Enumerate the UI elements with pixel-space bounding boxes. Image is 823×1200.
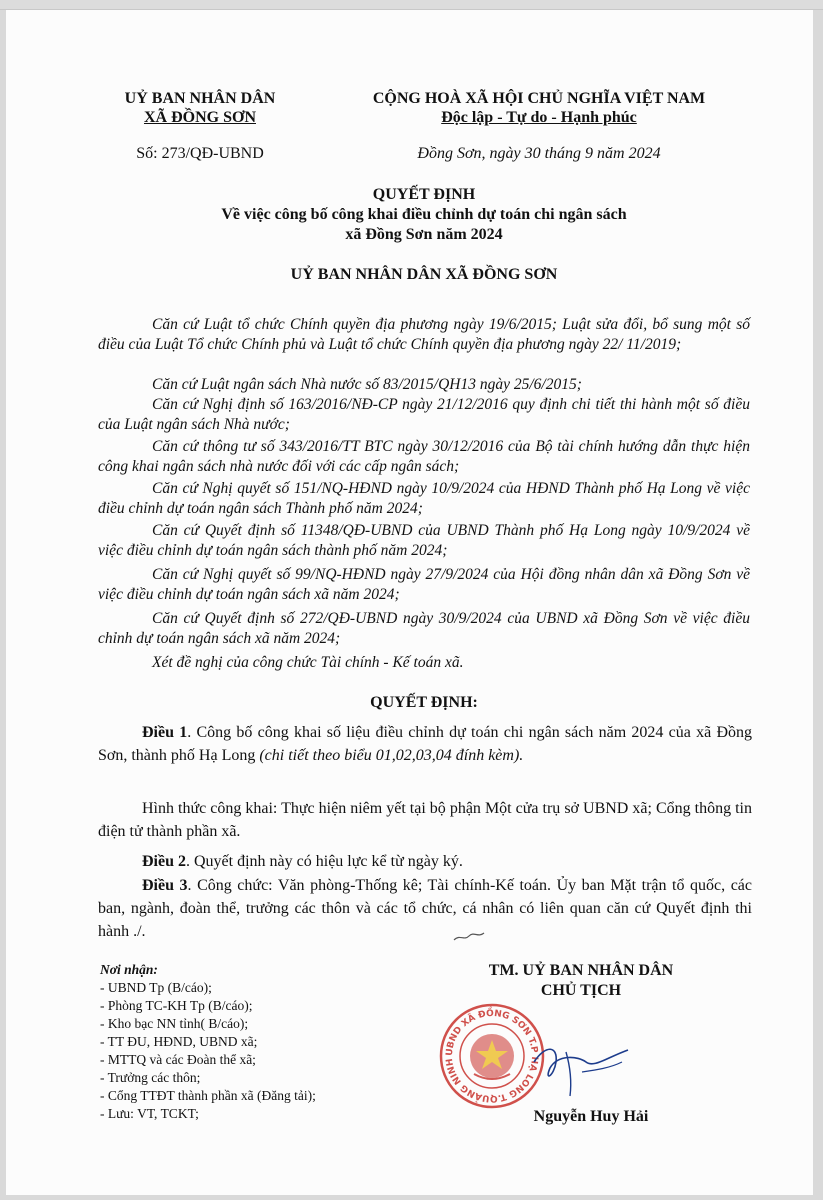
legal-basis-6 xyxy=(98,521,750,561)
place-date: Đồng Sơn, ngày 30 tháng 9 năm 2024 xyxy=(417,145,661,162)
legal-basis-2 xyxy=(98,375,750,395)
legal-basis-1-text: Căn cứ Luật tổ chức Chính quyền địa phương ngày 19/6/2015; Luật sửa đổi, bổ sung một số điều của Luật Tổ chức Chính phủ và Luật tổ chức Chính quyền địa phương ngày 22/ 11/2019; xyxy=(98,316,750,353)
legal-basis-4-text: Căn cứ thông tư số 343/2016/TT BTC ngày 30/12/2016 của Bộ tài chính hướng dẫn thực hiện công khai ngân sách nhà nước đối với các cấp ngân sách; xyxy=(98,438,750,475)
decision-title: QUYẾT ĐỊNH xyxy=(372,186,476,203)
recipients-heading: Nơi nhận: xyxy=(100,962,158,977)
legal-basis-7-text: Căn cứ Nghị quyết số 99/NQ-HĐND ngày 27/9/2024 của Hội đồng nhân dân xã Đồng Sơn về việc điều chỉnh dự toán ngân sách xã năm 2024; xyxy=(98,566,750,603)
agency-name-line1: UỶ BAN NHÂN DÂN xyxy=(124,90,276,107)
document-page xyxy=(6,10,813,1195)
article-2-label: Điều 2 xyxy=(142,853,186,870)
recipient-item: - Trưởng các thôn; xyxy=(100,1070,201,1085)
recipient-item: - Lưu: VT, TCKT; xyxy=(100,1106,199,1121)
recipient-item: - UBND Tp (B/cáo); xyxy=(100,980,212,995)
legal-basis-9 xyxy=(98,653,750,673)
initials-mark-icon xyxy=(452,931,486,943)
article-3-text: . Công chức: Văn phòng-Thống kê; Tài chính-Kế toán. Ủy ban Mặt trận tổ quốc, các ban, ngành, đoàn thể, trưởng các thôn và các tổ chức, cá nhân có liên quan căn cứ Quyết định thi hành ./. xyxy=(98,877,752,940)
seal-text: UBND XÃ ĐỒNG SƠN T.P HẠ LONG T.QUẢNG NINH xyxy=(444,1008,540,1104)
article-2 xyxy=(98,850,752,873)
national-motto-text: Độc lập - Tự do - Hạnh phúc xyxy=(441,109,637,126)
recipient-item: - TT ĐU, HĐND, UBND xã; xyxy=(100,1034,258,1049)
article-1-publication-form-text: Hình thức công khai: Thực hiện niêm yết tại bộ phận Một cửa trụ sở UBND xã; Cổng thông tin điện tử thành phần xã. xyxy=(98,800,752,840)
issuing-authority: UỶ BAN NHÂN DÂN XÃ ĐỒNG SƠN xyxy=(290,266,558,283)
recipient-item: - MTTQ và các Đoàn thể xã; xyxy=(100,1052,256,1067)
article-3-label: Điều 3 xyxy=(142,877,188,894)
legal-basis-4 xyxy=(98,437,750,477)
handwritten-signature-icon xyxy=(526,1032,636,1104)
decision-subject-line2: xã Đồng Sơn năm 2024 xyxy=(345,226,503,243)
national-motto xyxy=(332,108,746,128)
signature-title-line2: CHỦ TỊCH xyxy=(540,982,622,999)
legal-basis-7 xyxy=(98,565,750,605)
recipient-item: - Cổng TTĐT thành phần xã (Đăng tải); xyxy=(100,1088,316,1103)
decision-heading: QUYẾT ĐỊNH: xyxy=(370,694,478,711)
window-top-bar xyxy=(0,0,823,10)
legal-basis-1 xyxy=(98,315,750,355)
national-title: CỘNG HOÀ XÃ HỘI CHỦ NGHĨA VIỆT NAM xyxy=(372,90,706,107)
legal-basis-8-text: Căn cứ Quyết định số 272/QĐ-UBND ngày 30/9/2024 của UBND xã Đồng Sơn về việc điều chỉnh dự toán ngân sách xã năm 2024; xyxy=(98,610,750,647)
article-1-label: Điều 1 xyxy=(142,724,188,741)
recipient-item: - Phòng TC-KH Tp (B/cáo); xyxy=(100,998,253,1013)
article-3 xyxy=(98,874,752,943)
article-1-publication-form xyxy=(98,797,752,843)
signature-title-line1: TM. UỶ BAN NHÂN DÂN xyxy=(488,962,674,979)
legal-basis-3-text: Căn cứ Nghị định số 163/2016/NĐ-CP ngày 21/12/2016 quy định chi tiết thi hành một số điều của Luật ngân sách Nhà nước; xyxy=(98,396,750,433)
legal-basis-2-text: Căn cứ Luật ngân sách Nhà nước số 83/2015/QH13 ngày 25/6/2015; xyxy=(152,376,582,393)
article-1-detail: (chi tiết theo biểu 01,02,03,04 đính kèm). xyxy=(259,747,524,764)
agency-name-line2-text: XÃ ĐỒNG SƠN xyxy=(143,109,256,126)
legal-basis-8 xyxy=(98,609,750,649)
signer-name: Nguyễn Huy Hải xyxy=(533,1108,649,1125)
legal-basis-5-text: Căn cứ Nghị quyết số 151/NQ-HĐND ngày 10/9/2024 của HĐND Thành phố Hạ Long về việc điều chỉnh dự toán ngân sách Thành phố năm 2024; xyxy=(98,480,750,517)
legal-basis-3 xyxy=(98,395,750,435)
document-number: Số: 273/QĐ-UBND xyxy=(136,145,264,162)
decision-subject-line1: Về việc công bố công khai điều chỉnh dự toán chi ngân sách xyxy=(221,206,627,223)
article-1 xyxy=(98,721,752,767)
legal-basis-9-text: Xét đề nghị của công chức Tài chính - Kế toán xã. xyxy=(152,654,464,671)
agency-name-line2 xyxy=(102,108,298,128)
recipient-item: - Kho bạc NN tỉnh( B/cáo); xyxy=(100,1016,249,1031)
legal-basis-5 xyxy=(98,479,750,519)
legal-basis-6-text: Căn cứ Quyết định số 11348/QĐ-UBND của UBND Thành phố Hạ Long ngày 10/9/2024 về việc điều chỉnh dự toán ngân sách thành phố năm 2024; xyxy=(98,522,750,559)
article-1-text: . Công bố công khai số liệu điều chỉnh dự toán chi ngân sách năm 2024 của xã Đồng Sơn, thành phố Hạ Long xyxy=(98,724,752,764)
article-2-text: . Quyết định này có hiệu lực kể từ ngày ký. xyxy=(186,853,463,870)
